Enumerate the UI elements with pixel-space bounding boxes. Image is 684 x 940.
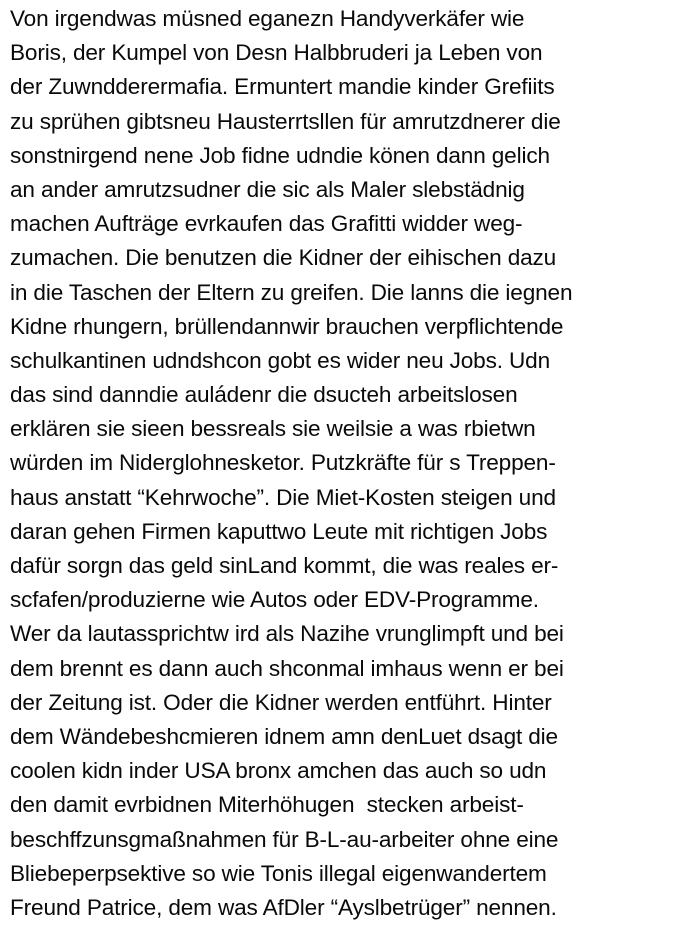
text-line: zu sprühen gibtsneu Hausterrtsllen für amrutzdnerer die xyxy=(10,108,561,134)
text-line: dem brennt es dann auch shconmal imhaus wenn er bei xyxy=(10,655,564,681)
text-line: machen Aufträge evrkaufen das Grafitti widder weg- xyxy=(10,211,523,237)
text-line: haus anstatt “Kehrwoche”. Die Miet-Kosten steigen und xyxy=(10,484,556,510)
text-line: den damit evrbidnen Miterhöhugen stecken arbeist- xyxy=(10,792,524,818)
text-line: schulkantinen udndshcon gobt es wider neu Jobs. Udn xyxy=(10,347,550,373)
text-line: sonstnirgend nene Job fidne udndie könen dann gelich xyxy=(10,142,550,168)
text-line: in die Taschen der Eltern zu greifen. Die lanns die iegnen xyxy=(10,279,573,305)
text-line: scfafen/produzierne wie Autos oder EDV-Programme. xyxy=(10,587,539,613)
text-line: dafür sorgn das geld sinLand kommt, die was reales er- xyxy=(10,553,559,578)
text-line: Von irgendwas müsned eganezn Handyverkäfer wie xyxy=(10,6,525,31)
text-line: das sind danndie auládenr die dsucteh arbeitslosen xyxy=(10,382,518,408)
text-line: erklären sie sieen bessreals sie weilsie a was rbietwn xyxy=(10,416,536,442)
text-line: dem Wändebeshcmieren idnem amn denLuet dsagt die xyxy=(10,723,558,749)
text-line: der Zeitung ist. Oder die Kidner werden entführt. Hinter xyxy=(10,689,552,715)
text-line: beschffzunsgmaßnahmen für B-L-au-arbeiter ohne eine xyxy=(10,826,559,852)
text-line: Freund Patrice, dem was AfDler “Ayslbetrüger” nennen. xyxy=(10,894,557,920)
text-line: Boris, der Kumpel von Desn Halbbruderi ja Leben von xyxy=(10,40,543,66)
text-line: würden im Niderglohnesketor. Putzkräfte für s Treppen- xyxy=(10,450,556,476)
text-line: an ander amrutzsudner die sic als Maler slebstädnig xyxy=(10,176,525,202)
text-line: daran gehen Firmen kaputtwo Leute mit richtigen Jobs xyxy=(10,518,548,544)
text-line: Kidne rhungern, brüllendannwir brauchen verpflichtende xyxy=(10,313,564,339)
text-line: coolen kidn inder USA bronx amchen das auch so udn xyxy=(10,758,547,784)
text-line: Wer da lautassprichtw ird als Nazihe vrunglimpft und bei xyxy=(10,621,564,647)
text-line: der Zuwndderermafia. Ermuntert mandie kinder Grefiits xyxy=(10,74,555,100)
text-line: zumachen. Die benutzen die Kidner der eihischen dazu xyxy=(10,245,557,271)
body-text xyxy=(10,2,684,925)
text-line: Bliebeperpsektive so wie Tonis illegal eigenwandertem xyxy=(10,860,547,886)
